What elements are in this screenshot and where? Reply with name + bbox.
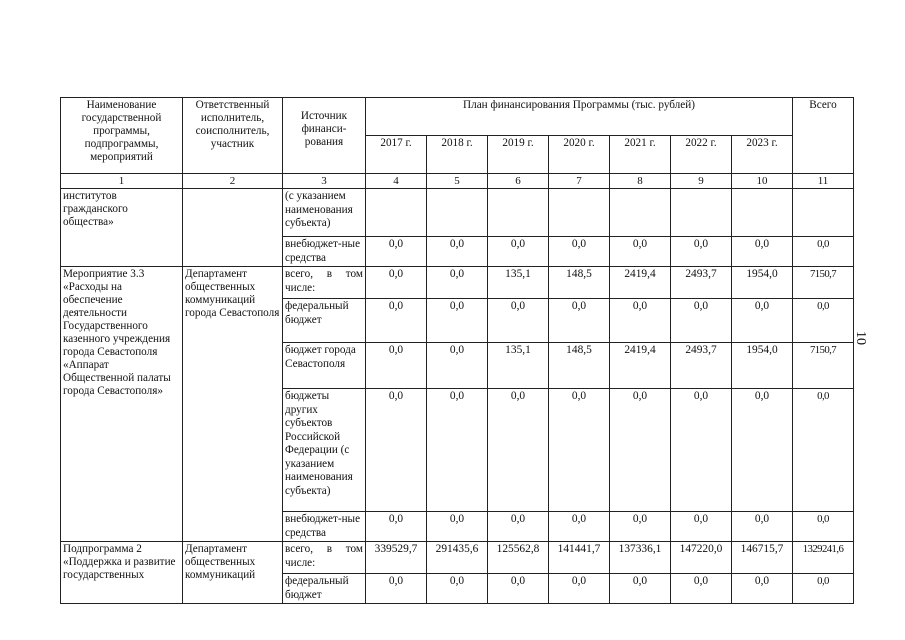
value-cell: 0,0 (488, 299, 549, 343)
total-cell: 7150,7 (793, 267, 854, 299)
year-header: 2020 г. (549, 136, 610, 174)
column-number: 9 (671, 174, 732, 189)
value-cell: 0,0 (427, 389, 488, 512)
value-cell: 0,0 (732, 512, 793, 542)
value-cell: 1954,0 (732, 267, 793, 299)
value-cell (488, 189, 549, 237)
financing-table (60, 97, 854, 604)
total-cell: 0,0 (793, 299, 854, 343)
column-number: 1 (61, 174, 183, 189)
value-cell: 135,1 (488, 267, 549, 299)
value-cell: 147220,0 (671, 542, 732, 574)
value-cell: 0,0 (427, 267, 488, 299)
column-number: 10 (732, 174, 793, 189)
column-number: 7 (549, 174, 610, 189)
funding-source: федеральный бюджет (283, 574, 366, 604)
value-cell (610, 189, 671, 237)
value-cell: 146715,7 (732, 542, 793, 574)
page-number: 10 (853, 331, 868, 345)
total-cell: 0,0 (793, 237, 854, 267)
column-number: 6 (488, 174, 549, 189)
value-cell: 0,0 (671, 574, 732, 604)
value-cell: 148,5 (549, 343, 610, 389)
table-row (61, 189, 854, 237)
value-cell (366, 189, 427, 237)
header-executor: Ответственный исполнитель, соисполнитель, участник (183, 98, 283, 174)
value-cell: 0,0 (366, 299, 427, 343)
value-cell: 2493,7 (671, 343, 732, 389)
total-cell (793, 189, 854, 237)
value-cell: 0,0 (427, 237, 488, 267)
funding-source: всего, в том числе: (283, 267, 366, 299)
value-cell (427, 189, 488, 237)
column-number-row (61, 174, 854, 189)
year-header: 2017 г. (366, 136, 427, 174)
header-name: Наименование государственной программы, подпрограммы, мероприятий (61, 98, 183, 174)
funding-source: бюджет города Севастополя (283, 343, 366, 389)
value-cell: 0,0 (671, 299, 732, 343)
year-header: 2018 г. (427, 136, 488, 174)
column-number: 5 (427, 174, 488, 189)
value-cell: 0,0 (366, 574, 427, 604)
value-cell (549, 189, 610, 237)
year-header: 2022 г. (671, 136, 732, 174)
value-cell: 0,0 (427, 299, 488, 343)
total-cell: 7150,7 (793, 343, 854, 389)
value-cell: 0,0 (671, 512, 732, 542)
column-number: 2 (183, 174, 283, 189)
subprogram-executor: Департамент общественных коммуникаций (183, 542, 283, 604)
value-cell: 291435,6 (427, 542, 488, 574)
value-cell: 0,0 (671, 389, 732, 512)
value-cell: 0,0 (549, 237, 610, 267)
value-cell: 0,0 (488, 512, 549, 542)
header-row (61, 98, 854, 136)
value-cell: 2493,7 (671, 267, 732, 299)
value-cell: 0,0 (427, 343, 488, 389)
column-number: 8 (610, 174, 671, 189)
total-cell: 1329241,6 (793, 542, 854, 574)
value-cell: 0,0 (427, 512, 488, 542)
value-cell: 0,0 (549, 299, 610, 343)
value-cell: 0,0 (610, 299, 671, 343)
measure-executor: Департамент общественных коммуникаций города Севастополя (183, 267, 283, 542)
value-cell: 0,0 (732, 237, 793, 267)
funding-source: федеральный бюджет (283, 299, 366, 343)
value-cell: 1954,0 (732, 343, 793, 389)
value-cell: 135,1 (488, 343, 549, 389)
value-cell: 0,0 (671, 237, 732, 267)
value-cell: 141441,7 (549, 542, 610, 574)
header-plan: План финансирования Программы (тыс. рублей) (366, 98, 793, 136)
column-number: 11 (793, 174, 854, 189)
value-cell: 0,0 (366, 237, 427, 267)
total-cell: 0,0 (793, 574, 854, 604)
funding-source: всего, в том числе: (283, 542, 366, 574)
header-source: Источник финанси-рования (283, 98, 366, 174)
measure-name: институтов гражданского общества» (61, 189, 183, 267)
column-number: 3 (283, 174, 366, 189)
value-cell: 0,0 (488, 574, 549, 604)
value-cell: 0,0 (366, 343, 427, 389)
value-cell: 0,0 (549, 389, 610, 512)
value-cell: 0,0 (549, 574, 610, 604)
value-cell: 0,0 (610, 512, 671, 542)
year-header: 2019 г. (488, 136, 549, 174)
subprogram-name: Подпрограмма 2 «Поддержка и развитие государственных (61, 542, 183, 604)
value-cell: 0,0 (366, 389, 427, 512)
value-cell: 0,0 (732, 389, 793, 512)
funding-source: внебюджет-ные средства (283, 237, 366, 267)
value-cell: 0,0 (366, 512, 427, 542)
table-row (61, 267, 854, 299)
value-cell: 2419,4 (610, 343, 671, 389)
value-cell: 125562,8 (488, 542, 549, 574)
value-cell: 0,0 (549, 512, 610, 542)
value-cell: 0,0 (732, 574, 793, 604)
value-cell: 148,5 (549, 267, 610, 299)
header-total: Всего (793, 98, 854, 174)
funding-source: внебюджет-ные средства (283, 512, 366, 542)
value-cell: 0,0 (366, 267, 427, 299)
value-cell: 0,0 (488, 389, 549, 512)
value-cell (671, 189, 732, 237)
year-header: 2023 г. (732, 136, 793, 174)
measure-executor (183, 189, 283, 267)
value-cell (732, 189, 793, 237)
value-cell: 339529,7 (366, 542, 427, 574)
year-header: 2021 г. (610, 136, 671, 174)
column-number: 4 (366, 174, 427, 189)
funding-source: (с указанием наименования субъекта) (283, 189, 366, 237)
value-cell: 0,0 (610, 237, 671, 267)
value-cell: 137336,1 (610, 542, 671, 574)
total-cell: 0,0 (793, 512, 854, 542)
value-cell: 2419,4 (610, 267, 671, 299)
funding-source: бюджеты других субъектов Российской Федерации (с указанием наименования субъекта) (283, 389, 366, 512)
value-cell: 0,0 (610, 574, 671, 604)
value-cell: 0,0 (610, 389, 671, 512)
total-cell: 0,0 (793, 389, 854, 512)
value-cell: 0,0 (488, 237, 549, 267)
table-row (61, 542, 854, 574)
value-cell: 0,0 (732, 299, 793, 343)
value-cell: 0,0 (427, 574, 488, 604)
measure-name: Мероприятие 3.3 «Расходы на обеспечение деятельности Государственного казенного учреждения города Севастополя «Аппарат Общественной палаты города Севастополя» (61, 267, 183, 542)
